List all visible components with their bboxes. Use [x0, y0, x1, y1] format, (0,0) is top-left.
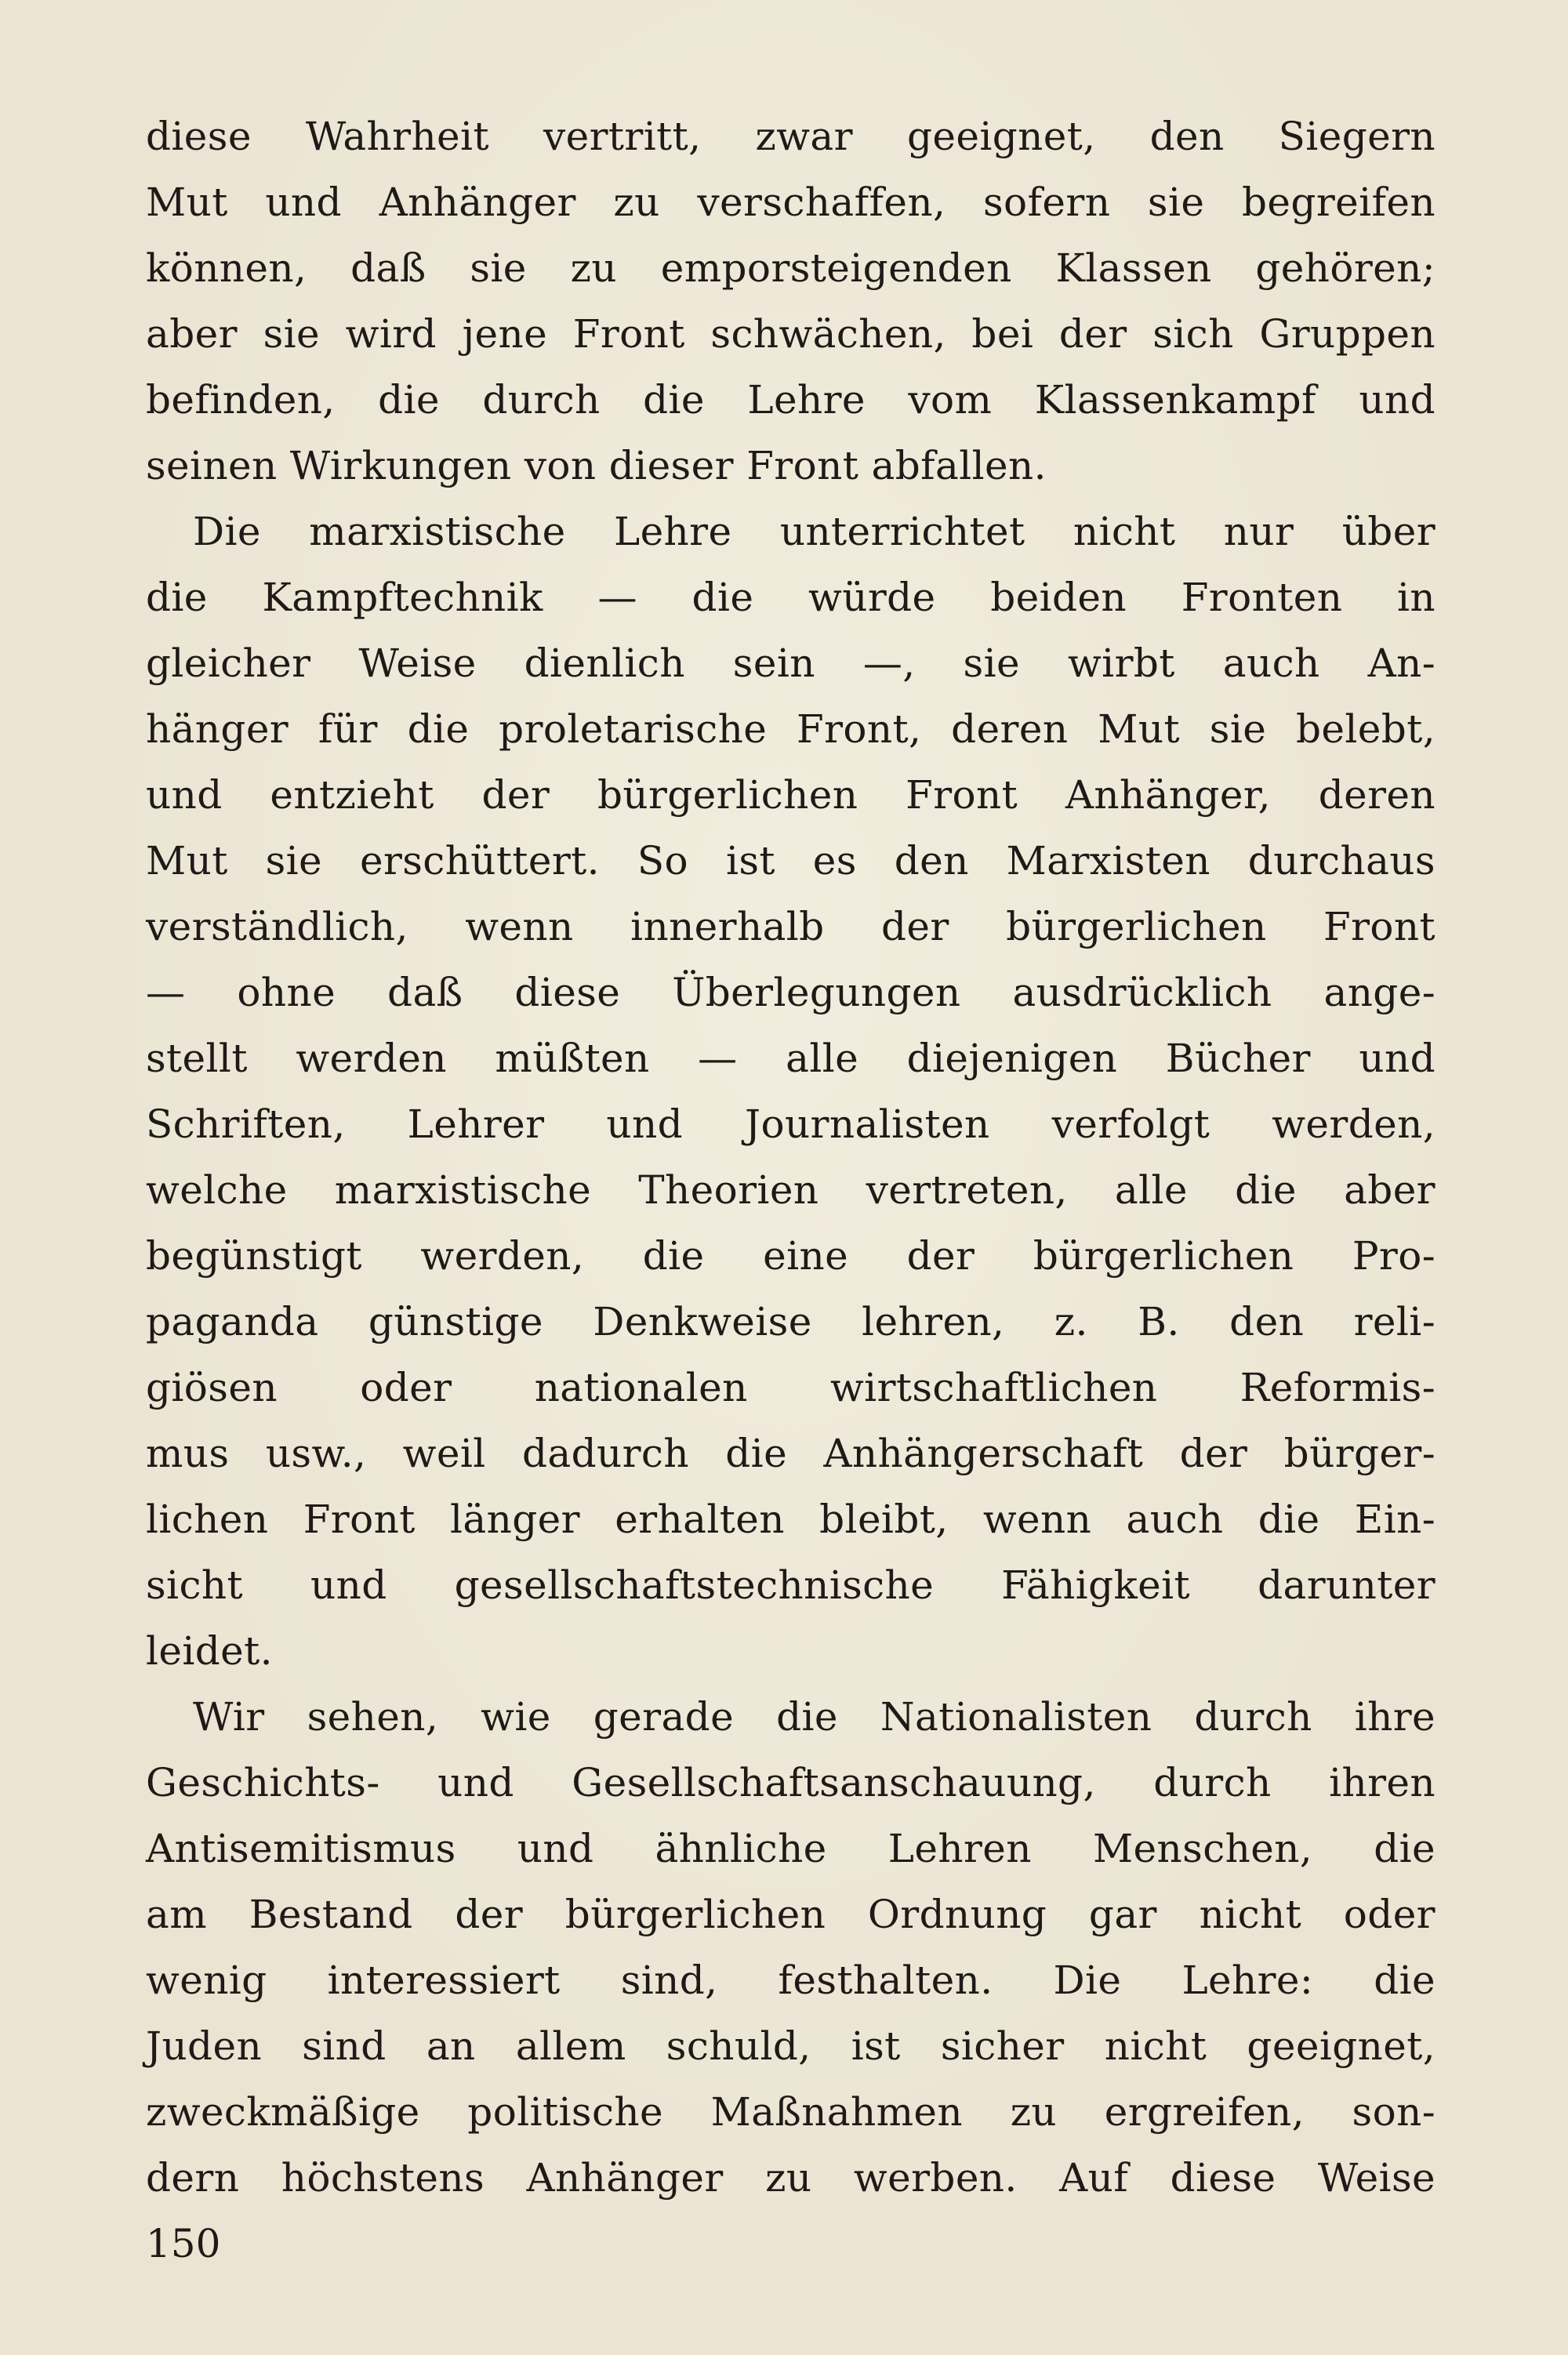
text-line: dern höchstens Anhänger zu werben. Auf diese Weise	[146, 2155, 1436, 2201]
text-line: Geschichts- und Gesellschaftsanschauung, durch ihren	[146, 1760, 1436, 1805]
text-line: sicht und gesellschaftstechnische Fähigkeit darunter	[146, 1562, 1436, 1608]
text-line: Mut sie erschüttert. So ist es den Marxisten durchaus	[146, 838, 1436, 884]
text-line: und entzieht der bürgerlichen Front Anhänger, deren	[146, 772, 1436, 818]
text-line: verständlich, wenn innerhalb der bürgerlichen Front	[146, 904, 1436, 949]
page-number: 150	[146, 2221, 221, 2266]
text-line: Die marxistische Lehre unterrichtet nicht nur über	[193, 509, 1436, 554]
text-line: welche marxistische Theorien vertreten, alle die aber	[146, 1167, 1436, 1213]
text-line: befinden, die durch die Lehre vom Klassenkampf und	[146, 377, 1436, 423]
text-line: Mut und Anhänger zu verschaffen, sofern sie begreifen	[146, 180, 1436, 225]
text-line: die Kampftechnik — die würde beiden Fronten in	[146, 575, 1436, 620]
text-line: begünstigt werden, die eine der bürgerlichen Pro-	[146, 1233, 1436, 1279]
text-line: am Bestand der bürgerlichen Ordnung gar nicht oder	[146, 1892, 1436, 1937]
text-line: lichen Front länger erhalten bleibt, wenn auch die Ein-	[146, 1497, 1436, 1542]
text-line: Wir sehen, wie gerade die Nationalisten durch ihre	[193, 1694, 1436, 1740]
text-line: seinen Wirkungen von dieser Front abfallen.	[146, 443, 1047, 488]
text-line: mus usw., weil dadurch die Anhängerschaft der bürger-	[146, 1431, 1436, 1476]
text-line: können, daß sie zu emporsteigenden Klassen gehören;	[146, 245, 1436, 291]
text-line: diese Wahrheit vertritt, zwar geeignet, den Siegern	[146, 114, 1436, 159]
body-text	[146, 103, 1436, 2211]
text-line: giösen oder nationalen wirtschaftlichen Reformis-	[146, 1365, 1436, 1410]
text-line: Schriften, Lehrer und Journalisten verfolgt werden,	[146, 1101, 1436, 1147]
text-line: aber sie wird jene Front schwächen, bei der sich Gruppen	[146, 311, 1436, 357]
text-line: stellt werden müßten — alle diejenigen Bücher und	[146, 1036, 1436, 1081]
text-line: zweckmäßige politische Maßnahmen zu ergreifen, son-	[146, 2089, 1436, 2135]
text-line: paganda günstige Denkweise lehren, z. B. den reli-	[146, 1299, 1436, 1344]
text-line: Antisemitismus und ähnliche Lehren Menschen, die	[146, 1826, 1436, 1871]
text-line: — ohne daß diese Überlegungen ausdrücklich ange-	[146, 970, 1436, 1015]
text-line: leidet.	[146, 1628, 273, 1674]
text-line: wenig interessiert sind, festhalten. Die Lehre: die	[146, 1958, 1436, 2003]
text-line: hänger für die proletarische Front, deren Mut sie belebt,	[146, 706, 1436, 752]
text-line: gleicher Weise dienlich sein —, sie wirbt auch An-	[146, 640, 1436, 686]
text-line: Juden sind an allem schuld, ist sicher nicht geeignet,	[146, 2023, 1436, 2069]
